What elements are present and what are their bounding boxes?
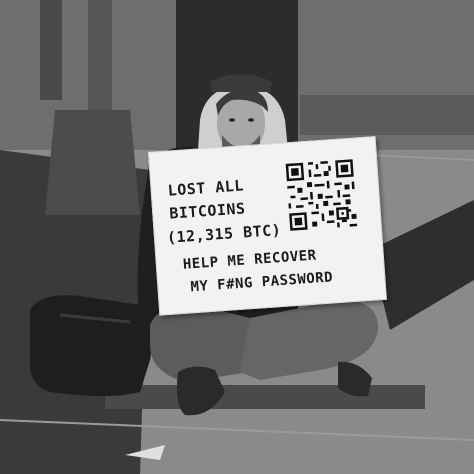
eye-right <box>248 118 254 122</box>
sign-line-2: BITCOINS <box>168 199 247 223</box>
pillar-left <box>40 0 62 100</box>
sign-line-1: LOST ALL <box>167 176 245 200</box>
eye-left <box>229 118 235 122</box>
pillar-center <box>88 0 112 120</box>
curb <box>300 95 474 135</box>
cardboard-sign <box>148 136 387 316</box>
sign-line-3: (12,315 BTC) <box>166 220 282 247</box>
pillar-base <box>45 110 140 215</box>
sign-line-5: MY F#NG PASSWORD <box>189 269 334 296</box>
grate <box>105 385 425 409</box>
qr-code-icon <box>283 157 360 234</box>
sign-line-4: HELP ME RECOVER <box>182 247 318 273</box>
backpack <box>30 295 153 396</box>
